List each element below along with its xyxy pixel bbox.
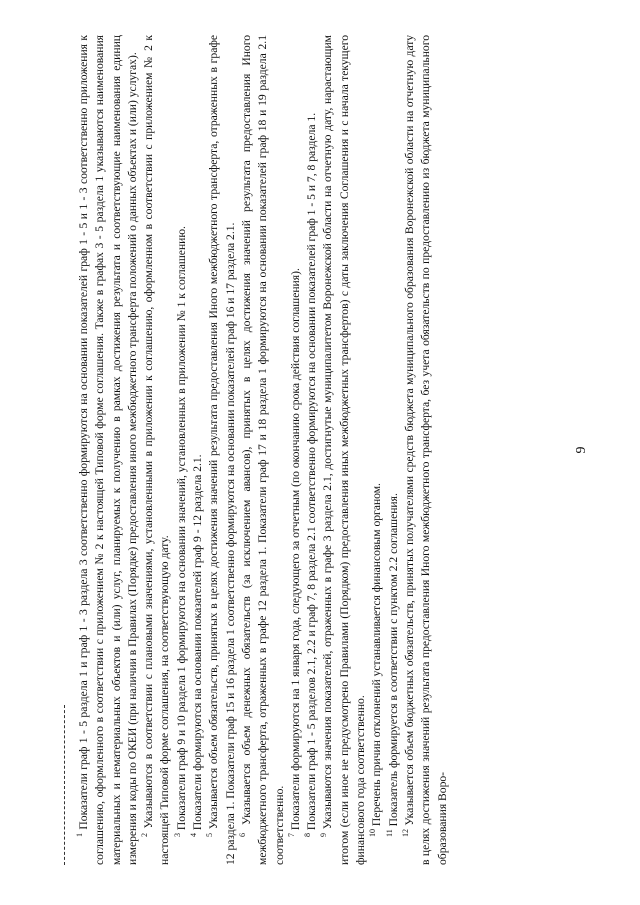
footnote-text: Указывается объем бюджетных обязательств, принятых получателями средств бюджета муниципального образования Воронежской области на отчетную дату в целях достижения значений результата предоставления Иного межбюджетного трансферта, без учета обязательств по предоставлению из бюджета муниципального образования Воро- [402, 35, 449, 865]
footnote-text: Указывается объем денежных обязательств (за исключением авансов), принятых в целях достижения значений результата предоставления Иного межбюджетного трансферта, отраженных в графе 12 раздела 1. Показатели граф 17 и 18 раздела 1 формируются на основании показателей граф 18 и 19 раздела 2.1 соответственно. [239, 35, 286, 865]
footnote-text: Показатели граф 9 и 10 раздела 1 формируются на основании значений, установленных в приложении № 1 к соглашению. [174, 226, 188, 831]
footnote [206, 35, 239, 865]
footnote-text: Показатели формируются на основании показателей граф 9 - 12 раздела 2.1. [191, 454, 205, 831]
footnote-number: 12 [401, 829, 411, 837]
footnote-text: Перечень причин отклонений устанавливается финансовым органом. [370, 483, 384, 827]
footnote-number: 2 [140, 833, 150, 837]
footnote [402, 35, 451, 865]
footnote [239, 35, 288, 865]
page-number: 9 [574, 446, 589, 454]
footnote [288, 35, 304, 865]
footnote-number: 8 [303, 833, 313, 837]
footnote [76, 35, 141, 865]
rotated-page-content [52, 35, 592, 865]
footnote-number: 5 [205, 833, 215, 837]
footnote-number: 1 [75, 833, 85, 837]
footnote [141, 35, 174, 865]
footnote [174, 35, 190, 865]
footnote-text: Показатель формируется в соответствии с пунктом 2.2 соглашения. [386, 493, 400, 827]
footnote [386, 35, 402, 865]
footnote-number: 11 [384, 829, 394, 837]
footnote-number: 4 [189, 833, 199, 837]
footnote-text: Указываются в соответствии с плановыми значениями, установленными в приложении к соглашению, оформленном в соответствии с приложением № 2 к настоящей Типовой форме соглашения, на соответствующую дату. [142, 35, 172, 865]
footnote [190, 35, 206, 865]
footnote-number: 10 [368, 829, 378, 837]
footnote [320, 35, 369, 865]
footnote-text: Указывается объем обязательств, принятых в целях достижения значений результата предоставления Иного межбюджетного трансферта, отраженных в графе 12 раздела 1. Показатели граф 15 и 16 раздела 1 соответственно формируются на основании показателей граф 16 и 17 раздела 2.1. [207, 34, 237, 865]
footnote-number: 9 [319, 833, 329, 837]
footnote-text: Показатели формируются на 1 января года, следующего за отчетным (по окончанию срока действия соглашения). [288, 268, 302, 831]
footnote [369, 35, 385, 865]
footnote-number: 7 [287, 833, 296, 837]
footnote-text: Указываются значения показателей, отраженных в графе 3 раздела 2.1, достигнутые муниципалитетом Воронежской области на отчетную дату, нарастающим итогом (если иное не предусмотрено Правилами (Порядком) предоставления иных межбюджетных трансфертов) с даты заключения Соглашения и с начала текущего финансового года соответственно. [321, 35, 368, 865]
footnotes-block [76, 35, 451, 865]
footnote-number: 6 [238, 833, 248, 837]
footnote-separator [64, 705, 65, 865]
footnote-number: 3 [172, 833, 182, 837]
footnote-text: Показатели граф 1 - 5 разделов 2.1, 2.2 и граф 7, 8 раздела 2.1 соответственно формируются на основании показателей граф 1 - 5 и 7, 8 раздела 1. [305, 112, 319, 831]
footnote-text: Показатели граф 1 - 5 раздела 1 и граф 1 - 3 раздела 3 соответственно формируются на основании показателей граф 1 - 5 и 1 - 3 соответственно приложения к соглашению, оформленного в соответствии с приложением № 2 к настоящей Типовой форме соглашения. Также в графах 3 - 5 раздела 1 указываются наименования материальных и нематериальных объектов и (или) услуг, планируемых к получению в рамках достижения результата и соответствующие наименования единиц измерения и коды по ОКЕИ (при наличии в Правилах (Порядке) предоставления иного межбюджетного трансферта положений о данных объектах и (или) услугах). [77, 34, 139, 865]
footnote [304, 35, 320, 865]
